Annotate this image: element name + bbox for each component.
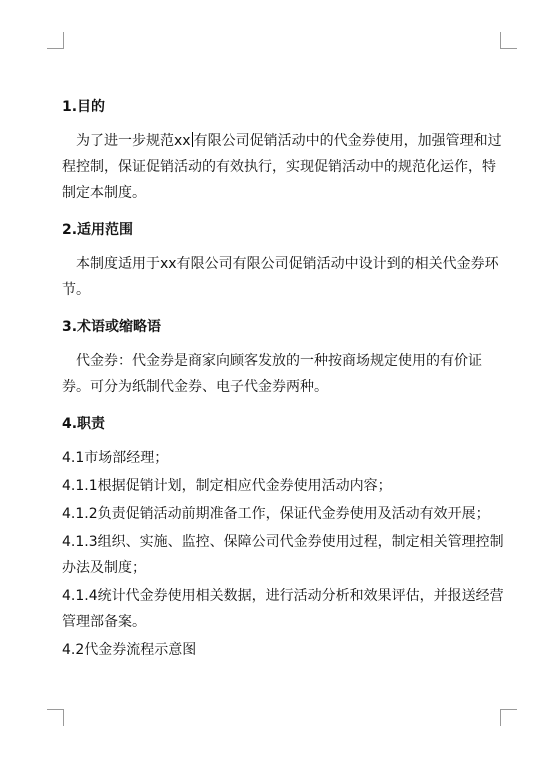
duty-item-4-2[interactable]: 4.2代金券流程示意图: [62, 642, 197, 658]
section-paragraph-scope[interactable]: 本制度适用于xx有限公司有限公司促销活动中设计到的相关代金券环节。: [62, 256, 499, 298]
purpose-text-end: 有限公司促销活动中的代金券使用，加强管理和过程控制，保证促销活动的有效执行，实现促销活动中的规范化运作，特制定本制度。: [62, 133, 502, 201]
document-body[interactable]: [62, 94, 508, 663]
corner-mark-bottom-right: [500, 709, 517, 726]
purpose-text-start: 为了进一步规范xx: [76, 133, 191, 149]
corner-mark-top-right: [500, 32, 517, 49]
duty-item-4-1-2[interactable]: 4.1.2负责促销活动前期准备工作，保证代金券使用及活动有效开展；: [62, 506, 490, 522]
section-paragraph-terms[interactable]: 代金券：代金券是商家向顾客发放的一种按商场规定使用的有价证券。可分为纸制代金券、电子代金券两种。: [62, 353, 482, 395]
duty-item-4-1[interactable]: 4.1市场部经理；: [62, 450, 169, 466]
section-heading-scope: 2.适用范围: [62, 222, 134, 238]
corner-mark-bottom-left: [47, 709, 64, 726]
duty-item-4-1-3[interactable]: 4.1.3组织、实施、监控、保障公司代金券使用过程，制定相关管理控制办法及制度；: [62, 534, 504, 576]
duty-item-4-1-1[interactable]: 4.1.1根据促销计划，制定相应代金券使用活动内容；: [62, 478, 392, 494]
corner-mark-top-left: [47, 32, 64, 49]
section-heading-duties: 4.职责: [62, 416, 106, 432]
duty-item-4-1-4[interactable]: 4.1.4统计代金券使用相关数据，进行活动分析和效果评估，并报送经营管理部备案。: [62, 588, 504, 630]
section-heading-terms: 3.术语或缩略语: [62, 319, 162, 335]
section-paragraph-purpose[interactable]: [62, 128, 508, 206]
section-heading-purpose: 1.目的: [62, 99, 106, 115]
text-cursor: [192, 132, 193, 147]
